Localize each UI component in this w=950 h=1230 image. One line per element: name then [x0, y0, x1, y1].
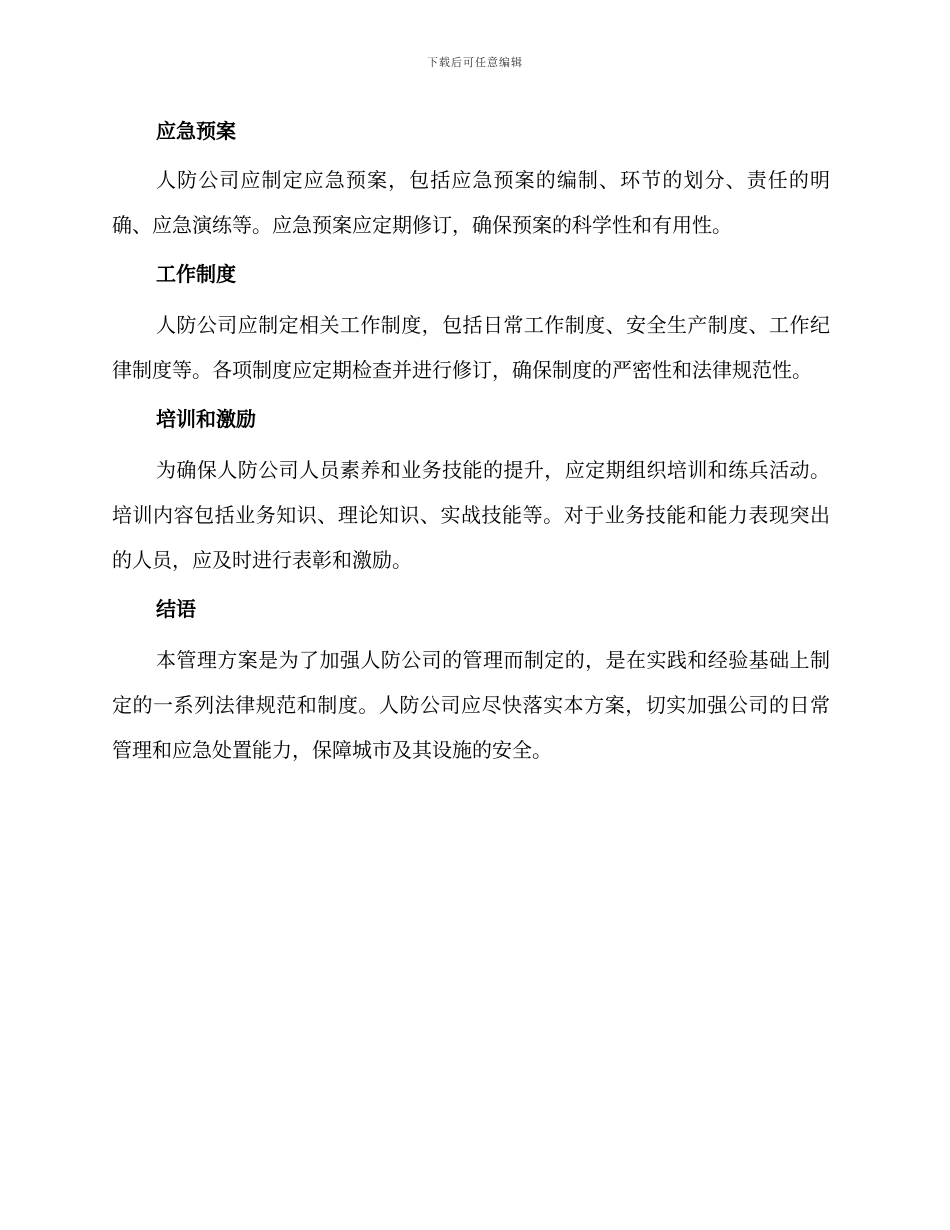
section-title-training-incentives: 培训和激励 — [156, 407, 256, 431]
header-note: 下载后可任意编辑 — [427, 56, 523, 69]
section-body-conclusion: 本管理方案是为了加强人防公司的管理而制定的，是在实践和经验基础上制定的一系列法律规范和制度。人防公司应尽快落实本方案，切实加强公司的日常管理和应急处置能力，保障城市及其设施的安全。 — [112, 648, 830, 762]
document-content — [112, 114, 830, 773]
section-title-conclusion: 结语 — [156, 597, 196, 621]
section-body-training-incentives: 为确保人防公司人员素养和业务技能的提升，应定期组织培训和练兵活动。培训内容包括业务知识、理论知识、实战技能等。对于业务技能和能力表现突出的人员，应及时进行表彰和激励。 — [112, 458, 830, 572]
section-body-work-system: 人防公司应制定相关工作制度，包括日常工作制度、安全生产制度、工作纪律制度等。各项制度应定期检查并进行修订，确保制度的严密性和法律规范性。 — [112, 313, 830, 382]
section-title-emergency-plan: 应急预案 — [156, 119, 236, 143]
section-body-emergency-plan: 人防公司应制定应急预案，包括应急预案的编制、环节的划分、责任的明确、应急演练等。应急预案应定期修订，确保预案的科学性和有用性。 — [112, 168, 830, 237]
section-title-work-system: 工作制度 — [156, 262, 236, 286]
